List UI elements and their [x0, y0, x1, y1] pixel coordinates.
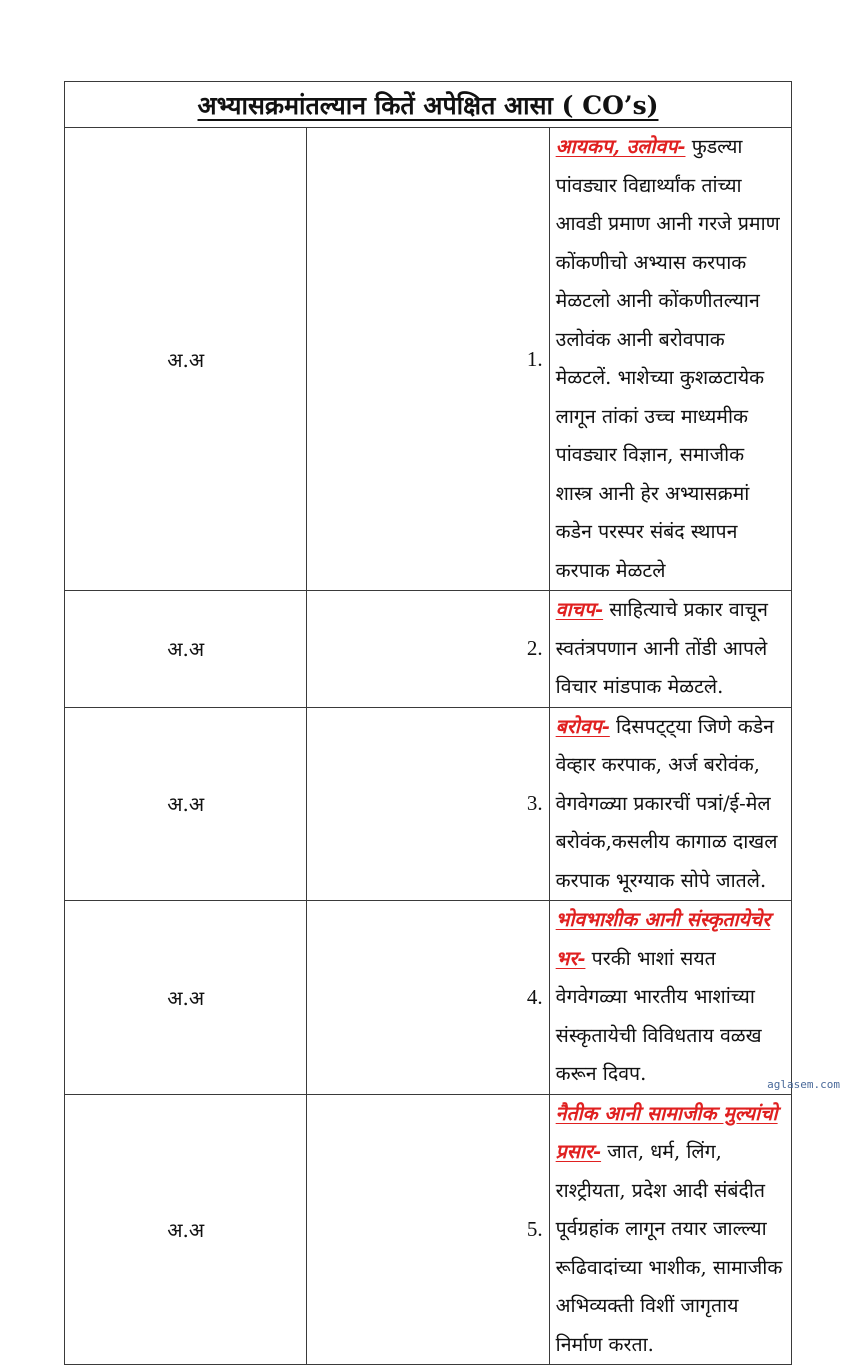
row-heading: नैतीक आनी सामाजीक मुल्यांचो प्रसार-	[555, 1101, 778, 1163]
table-title-cell	[65, 82, 792, 128]
row-number: 2.	[307, 591, 549, 708]
table-row	[65, 128, 792, 591]
row-description	[549, 707, 791, 901]
row-code: अ.अ	[65, 128, 307, 591]
row-text: फुडल्या पांवड्यार विद्यार्थ्यांक तांच्या आवडी प्रमाण आनी गरजे प्रमाण कोंकणीचो अभ्यास करपाक मेळटलो आनी कोंकणीतल्यान उलोवंक आनी बरोवपाक मेळटलें. भाशेच्या कुशळटायेक लागून तांकां उच्च माध्यमीक पांवड्यार विज्ञान, समाजीक शास्त्र आनी हेर अभ्यासक्रमां कडेन परस्पर संबंद स्थापन करपाक मेळटले	[555, 135, 780, 582]
row-heading: आयकप, उलोवप-	[555, 135, 686, 158]
row-heading: वाचप-	[555, 598, 604, 621]
row-code: अ.अ	[65, 591, 307, 708]
row-description	[549, 128, 791, 591]
row-description	[549, 901, 791, 1095]
row-number: 1.	[307, 128, 549, 591]
table-row	[65, 591, 792, 708]
row-code: अ.अ	[65, 707, 307, 901]
row-heading: बरोवप-	[555, 714, 610, 738]
row-code: अ.अ	[65, 901, 307, 1095]
table-row	[65, 901, 792, 1095]
course-outcomes-table	[64, 81, 792, 1365]
row-description	[549, 591, 791, 708]
table-row	[65, 1094, 792, 1365]
row-text: दिसपट्ट्या जिणे कडेन वेव्हार करपाक, अर्ज बरोवंक, वेगवेगळ्या प्रकारचीं पत्रां/ई-मेल बरोवंक,कसलीय कागाळ दाखल करपाक भूरग्याक सोपे जातले.	[555, 714, 778, 892]
row-number: 3.	[307, 707, 549, 901]
table-row	[65, 707, 792, 901]
watermark-link[interactable]: aglasem.com	[767, 1078, 840, 1091]
table-title: अभ्यासक्रमांतल्यान कितें अपेक्षित आसा ( CO’s)	[197, 90, 659, 120]
row-number: 4.	[307, 901, 549, 1095]
row-text: साहित्याचे प्रकार वाचून स्वतंत्रपणान आनी तोंडी आपले विचार मांडपाक मेळटले.	[555, 598, 768, 698]
table-title-row	[65, 82, 792, 128]
row-heading: भोवभाशीक आनी संस्कृतायेचेर भर-	[555, 908, 771, 970]
row-code: अ.अ	[65, 1094, 307, 1365]
row-text: परकी भाशां सयत वेगवेगळ्या भारतीय भाशांच्या संस्कृतायेची विविधताय वळख करून दिवप.	[555, 946, 762, 1085]
row-text: जात, धर्म, लिंग, राश्ट्रीयता, प्रदेश आदी संबंदीत पूर्वग्रहांक लागून तयार जाल्ल्या रूढिवादांच्या भाशीक, सामाजीक अभिव्यक्ती विशीं जागृताय निर्माण करता.	[555, 1140, 783, 1356]
row-number: 5.	[307, 1094, 549, 1365]
row-description	[549, 1094, 791, 1365]
